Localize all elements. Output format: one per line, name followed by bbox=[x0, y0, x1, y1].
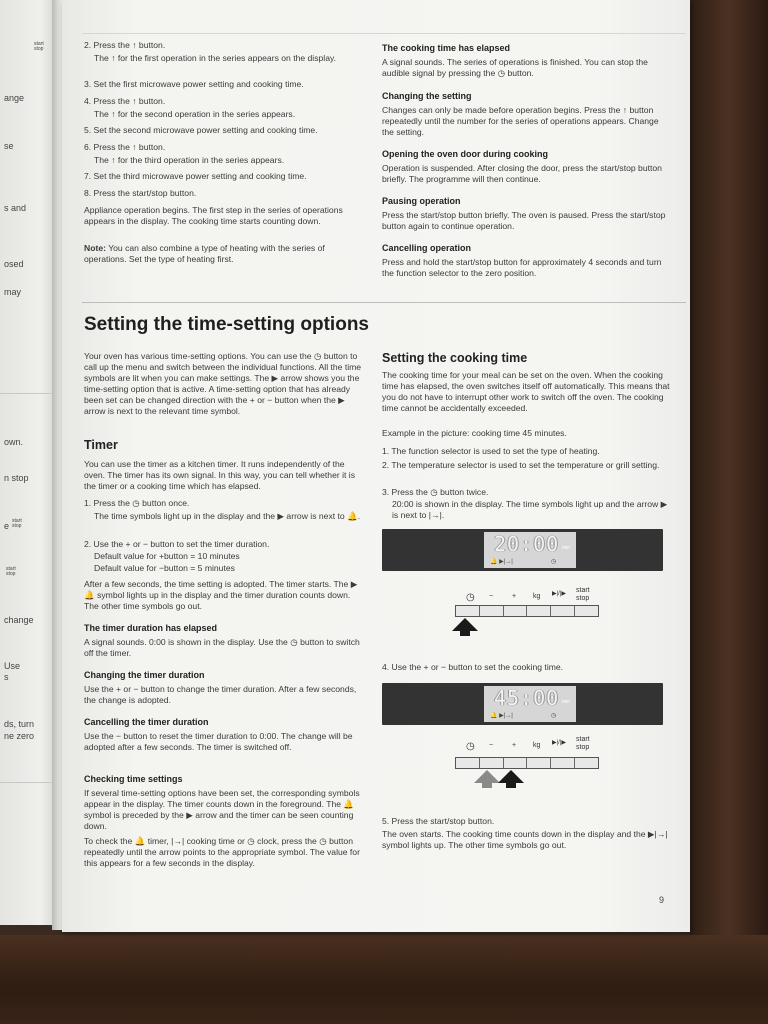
step-2: 2. Press the ↑ button. bbox=[84, 40, 166, 50]
step-4-detail: The ↑ for the second operation in the series appears. bbox=[94, 109, 296, 119]
step-3: 3. Set the first microwave power setting and cooking time. bbox=[84, 79, 304, 89]
step-4: 4. Press the ↑ button. bbox=[84, 96, 166, 106]
timer-heading: Timer bbox=[84, 438, 118, 452]
note-paragraph bbox=[84, 243, 369, 265]
step-2-detail: The ↑ for the first operation in the series appears on the display. bbox=[94, 53, 337, 63]
panel-2-clock-label: ◷ bbox=[466, 741, 475, 752]
panel-1-plus-key[interactable] bbox=[504, 606, 528, 616]
panel-2-start-stop-key[interactable] bbox=[575, 758, 598, 768]
panel-2-clock-symbol: ◷ bbox=[551, 713, 557, 719]
panel-1-start-label: start bbox=[576, 587, 590, 594]
panel-1-minus-key[interactable] bbox=[480, 606, 504, 616]
timer-after: After a few seconds, the time setting is adopted. The timer starts. The ▶🔔 symbol lights up in the display and the timer duration counts down. The other time symbols go out. bbox=[84, 579, 358, 611]
panel-2-kg-label: kg bbox=[533, 742, 541, 749]
panel-1-keys bbox=[455, 605, 599, 617]
panel-1-min-label: min bbox=[562, 545, 571, 551]
top-rule bbox=[82, 33, 686, 34]
panel-2-timer-symbols: 🔔 ▶|→| bbox=[490, 713, 513, 719]
panel-1-mode-label: ▶|/|▶ bbox=[552, 591, 567, 597]
left-fragment: n stop bbox=[4, 473, 29, 483]
panel-1-timer-symbols: 🔔 ▶|→| bbox=[490, 559, 513, 565]
step-6: 6. Press the ↑ button. bbox=[84, 142, 166, 152]
heading-changing-setting: Changing the setting bbox=[382, 91, 472, 101]
paragraph-elapsed: A signal sounds. The series of operations is finished. You can stop the audible signal by pressing the ◷ button. bbox=[382, 57, 648, 78]
section-rule bbox=[82, 302, 686, 303]
panel-1-clock-arrow-stem bbox=[460, 630, 470, 636]
heading-checking-time: Checking time settings bbox=[84, 774, 183, 784]
panel-2-clock-key[interactable] bbox=[456, 758, 480, 768]
panel-1-clock-label: ◷ bbox=[466, 592, 475, 603]
left-fragment: ne zero bbox=[4, 731, 35, 741]
timer-step-2: 2. Use the + or − button to set the timer duration. bbox=[84, 539, 270, 549]
step-7: 7. Set the third microwave power setting and cooking time. bbox=[84, 171, 307, 181]
cooking-step-1: 1. The function selector is used to set the type of heating. bbox=[382, 446, 600, 456]
timer-step-1-detail: The time symbols light up in the display and the ▶ arrow is next to 🔔. bbox=[94, 511, 361, 521]
paragraph-changing-setting: Changes can only be made before operation begins. Press the ↑ button repeatedly until the number for the series of operations appears. Change the setting. bbox=[382, 105, 659, 137]
cooking-step-4: 4. Use the + or − button to set the cooking time. bbox=[382, 662, 564, 672]
panel-2-plus-arrow-stem bbox=[506, 782, 516, 788]
left-fragment: change bbox=[4, 615, 34, 625]
timer-default-plus: Default value for +button = 10 minutes bbox=[94, 551, 240, 561]
paragraph-timer-elapsed: A signal sounds. 0:00 is shown in the display. Use the ◷ button to switch off the timer. bbox=[84, 637, 360, 658]
heading-cancelling-timer: Cancelling the timer duration bbox=[84, 717, 209, 727]
left-fragment: ange bbox=[4, 93, 25, 103]
paragraph-pausing: Press the start/stop button briefly. The oven is paused. Press the start/stop button again to continue operation. bbox=[382, 210, 666, 231]
paragraph-cancelling: Press and hold the start/stop button for approximately 4 seconds and turn the function selector to the zero position. bbox=[382, 257, 662, 278]
wooden-table-right bbox=[690, 0, 768, 940]
timer-default-minus: Default value for −button = 5 minutes bbox=[94, 563, 235, 573]
paragraph-checking-1: If several time-setting options have been set, the corresponding symbols appear in the display. The timer counts down in the foreground. The 🔔 symbol is preceded by the ▶ arrow and the timer can be seen counting down. bbox=[84, 788, 360, 831]
note-label: Note: bbox=[84, 243, 106, 253]
panel-1-minus-label: − bbox=[489, 593, 494, 600]
panel-2-minus-arrow-stem bbox=[482, 782, 492, 788]
cooking-step-2: 2. The temperature selector is used to set the temperature or grill setting. bbox=[382, 460, 660, 470]
panel-2-minus-key[interactable] bbox=[480, 758, 504, 768]
note-text: You can also combine a type of heating with the series of operations. Set the type of heating first. bbox=[84, 243, 325, 264]
panel-1-kg-label: kg bbox=[533, 593, 541, 600]
heading-pausing: Pausing operation bbox=[382, 196, 461, 206]
step-8: 8. Press the start/stop button. bbox=[84, 188, 197, 198]
panel-2-minus-label: − bbox=[489, 742, 494, 749]
left-start-stop-icon: start stop bbox=[6, 566, 16, 577]
cooking-time-heading: Setting the cooking time bbox=[382, 351, 528, 365]
panel-2-keys bbox=[455, 757, 599, 769]
panel-1-stop-label: stop bbox=[576, 595, 590, 602]
heading-changing-timer: Changing the timer duration bbox=[84, 670, 205, 680]
left-fragment: s and bbox=[4, 203, 27, 213]
left-fragment: osed bbox=[4, 259, 24, 269]
page-number: 9 bbox=[659, 895, 665, 905]
cooking-step-5-detail: The oven starts. The cooking time counts down in the display and the ▶|→| symbol lights up. The other time symbols go out. bbox=[382, 829, 668, 850]
paragraph-cancelling-timer: Use the − button to reset the timer duration to 0:00. The change will be adopted after a few seconds. The timer is switched off. bbox=[84, 731, 353, 752]
panel-2-mode-key[interactable] bbox=[551, 758, 575, 768]
step-5: 5. Set the second microwave power setting and cooking time. bbox=[84, 125, 318, 135]
left-fragment: se bbox=[4, 141, 14, 151]
left-fragment: s bbox=[4, 672, 9, 682]
heading-cooking-time-elapsed: The cooking time has elapsed bbox=[382, 43, 511, 53]
panel-2-min-label: min bbox=[562, 699, 571, 705]
heading-timer-elapsed: The timer duration has elapsed bbox=[84, 623, 218, 633]
panel-1-mode-key[interactable] bbox=[551, 606, 575, 616]
intro-paragraph: Your oven has various time-setting options. You can use the ◷ button to call up the menu and switch between the individual functions. All the time symbols are lit when you can make settings. The ▶ arrow shows you the time-setting option that is active. A time-setting option that has already been set can be changed direction with the + or − button when the ▶ arrow is next to the relevant time symbol. bbox=[84, 351, 362, 416]
panel-2-plus-key[interactable] bbox=[504, 758, 528, 768]
panel-1-clock-symbol: ◷ bbox=[551, 559, 557, 565]
left-page bbox=[0, 0, 58, 925]
operation-begins: Appliance operation begins. The first step in the series of operations appears in the display. The cooking time starts counting down. bbox=[84, 205, 343, 226]
left-fragment: e bbox=[4, 521, 10, 531]
left-start-stop-icon: start stop bbox=[34, 41, 44, 52]
panel-2-mode-label: ▶|/|▶ bbox=[552, 740, 567, 746]
panel-1-kg-key[interactable] bbox=[527, 606, 551, 616]
paragraph-checking-2: To check the 🔔 timer, |→| cooking time or ◷ clock, press the ◷ button repeatedly until the arrow points to the appropriate symbol. The value for this appears for a few seconds in the display. bbox=[84, 836, 360, 868]
left-fragment: own. bbox=[4, 437, 24, 447]
paragraph-opening-door: Operation is suspended. After closing the door, press the start/stop button briefly. The programme will then continue. bbox=[382, 163, 662, 184]
timer-paragraph: You can use the timer as a kitchen timer. It runs independently of the oven. The timer has its own signal. In this way, you can tell whether it is the timer or a cooking time which has elapsed. bbox=[84, 459, 355, 491]
panel-2-digits: 45:00 bbox=[494, 686, 560, 710]
panel-2-start-label: start bbox=[576, 736, 590, 743]
cooking-step-3-detail: 20:00 is shown in the display. The time symbols light up and the arrow ▶ is next to |→|. bbox=[392, 499, 668, 520]
panel-1-digits: 20:00 bbox=[494, 532, 560, 556]
panel-1-clock-key[interactable] bbox=[456, 606, 480, 616]
paragraph-changing-timer: Use the + or − button to change the timer duration. After a few seconds, the change is adopted. bbox=[84, 684, 357, 705]
timer-step-1: 1. Press the ◷ button once. bbox=[84, 498, 190, 508]
cooking-example: Example in the picture: cooking time 45 minutes. bbox=[382, 428, 567, 438]
heading-cancelling: Cancelling operation bbox=[382, 243, 472, 253]
cooking-step-3: 3. Press the ◷ button twice. bbox=[382, 487, 489, 497]
cooking-time-paragraph: The cooking time for your meal can be set on the oven. When the cooking time has elapsed, the oven switches itself off automatically. This means that you do not have to interrupt other work to switch off the oven. The cooking time cannot be accidentally exceeded. bbox=[382, 370, 670, 413]
left-start-stop-icon: start stop bbox=[12, 518, 22, 529]
cooking-step-5: 5. Press the start/stop button. bbox=[382, 816, 495, 826]
panel-1-plus-label: + bbox=[512, 593, 517, 600]
panel-2-plus-label: + bbox=[512, 742, 517, 749]
right-page bbox=[62, 0, 690, 932]
heading-opening-door: Opening the oven door during cooking bbox=[382, 149, 548, 159]
left-fragment: Use bbox=[4, 661, 21, 671]
section-title: Setting the time-setting options bbox=[84, 314, 369, 335]
panel-2-kg-key[interactable] bbox=[527, 758, 551, 768]
step-6-detail: The ↑ for the third operation in the series appears. bbox=[94, 155, 285, 165]
wooden-table-bottom bbox=[0, 935, 768, 1024]
left-fragment: may bbox=[4, 287, 22, 297]
panel-1-start-stop-key[interactable] bbox=[575, 606, 598, 616]
left-fragment: ds, turn bbox=[4, 719, 35, 729]
panel-2-stop-label: stop bbox=[576, 744, 590, 751]
